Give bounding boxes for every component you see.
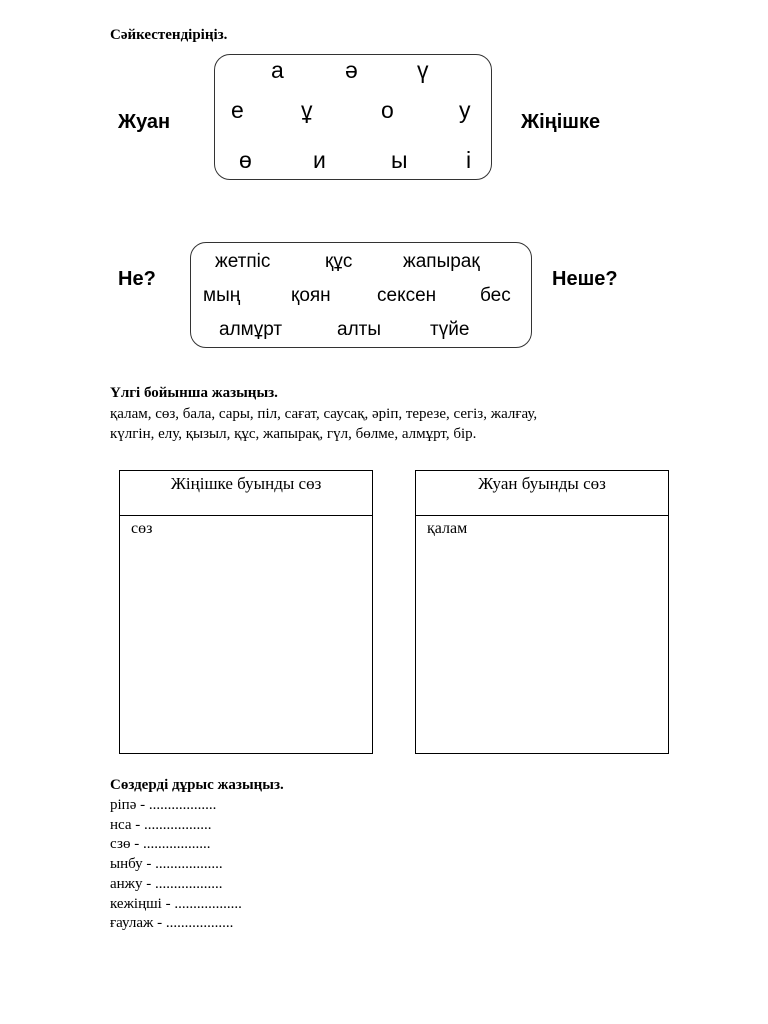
word-item: құс: [325, 251, 353, 272]
vowel-letter: о: [381, 97, 394, 123]
hard-syllable-example: қалам: [427, 520, 468, 537]
word-item: жапырақ: [403, 251, 480, 272]
scrambled-words-list: [110, 796, 242, 934]
section2-heading: Үлгі бойынша жазыңыз.: [110, 385, 278, 401]
scrambled-word-item: сзө - ..................: [110, 836, 211, 853]
vowel-letters-box: [214, 54, 492, 180]
word-list-line-2: күлгін, елу, қызыл, құс, жапырақ, гүл, бөлме, алмұрт, бір.: [110, 426, 477, 442]
vowel-letter: і: [466, 147, 472, 173]
vowel-letter: ұ: [301, 97, 313, 123]
question-howmany-label: Неше?: [552, 268, 618, 290]
vowel-letter: а: [271, 57, 284, 83]
soft-syllable-table-header: Жіңішке буынды сөз: [120, 471, 372, 516]
word-item: түйе: [430, 319, 470, 340]
vowel-letter: ы: [391, 147, 408, 173]
vowel-letter: у: [459, 97, 471, 123]
scrambled-word-item: ріпә - ..................: [110, 797, 217, 813]
word-item: бес: [480, 285, 511, 306]
soft-syllable-table: [119, 470, 373, 754]
question-what-label: Не?: [118, 268, 156, 290]
scrambled-word-item: ынбу - ..................: [110, 856, 223, 873]
vowel-letter: и: [313, 147, 326, 173]
scrambled-word-item: ғаулаж - ..................: [110, 915, 234, 932]
scrambled-word-item: анжу - ..................: [110, 875, 223, 892]
scrambled-word-item: нса - ..................: [110, 816, 212, 833]
hard-vowel-label: Жуан: [118, 111, 171, 133]
vowel-letter: ө: [239, 147, 252, 173]
section1-heading: Сәйкестендіріңіз.: [110, 27, 228, 43]
soft-vowel-label: Жіңішке: [521, 111, 601, 133]
word-item: алты: [337, 319, 382, 340]
word-item: сексен: [377, 285, 437, 306]
hard-syllable-table-header: Жуан буынды сөз: [416, 471, 668, 516]
words-box: [190, 242, 532, 348]
soft-syllable-example: сөз: [131, 520, 153, 537]
vowel-letter: е: [231, 97, 244, 123]
word-item: қоян: [291, 285, 331, 306]
word-item: алмұрт: [219, 319, 283, 340]
word-item: жетпіс: [215, 251, 271, 272]
word-list-line-1: қалам, сөз, бала, сары, піл, сағат, саусақ, әріп, терезе, сегіз, жалғау,: [110, 406, 538, 422]
word-item: мың: [203, 285, 241, 306]
scrambled-word-item: кежіңші - ..................: [110, 895, 242, 912]
vowel-letter: ә: [345, 57, 358, 83]
vowel-letter: ү: [417, 57, 429, 83]
section3-heading: Сөздерді дұрыс жазыңыз.: [110, 777, 284, 793]
hard-syllable-table: [415, 470, 669, 754]
